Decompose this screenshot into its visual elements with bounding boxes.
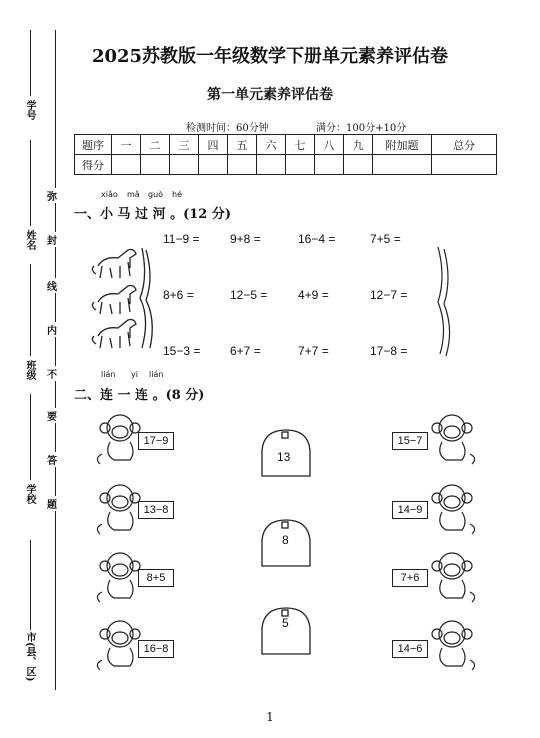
xuexiao-line <box>30 394 31 480</box>
score-cell[interactable] <box>344 155 373 175</box>
score-header: 八 <box>315 135 344 155</box>
house-number[interactable]: 8 <box>282 533 289 547</box>
score-cell[interactable] <box>199 155 228 175</box>
equation: 12−7 = <box>370 288 408 302</box>
section1-heading: 一、小 马 过 河 。(12 分) <box>74 207 232 222</box>
score-header: 四 <box>199 135 228 155</box>
pinyin: xiǎo <box>101 190 118 199</box>
xingming-line <box>30 140 31 226</box>
cut-word: 要 <box>47 408 57 423</box>
equation: 9+8 = <box>230 232 261 246</box>
score-header: 二 <box>141 135 170 155</box>
equation: 11−9 = <box>163 232 200 246</box>
pinyin: mǎ <box>127 190 140 199</box>
banji-line <box>30 264 31 356</box>
monkey-icon <box>97 485 140 534</box>
monkeys-left <box>96 410 144 670</box>
cut-word: 弥 <box>47 188 57 203</box>
exam-time: 检测时间：60分钟 <box>186 123 269 134</box>
equation: 17−8 = <box>370 344 408 358</box>
monkey-icon <box>97 553 140 602</box>
page-title: 2025苏教版一年级数学下册单元素养评估卷 <box>91 46 449 67</box>
left-expression[interactable]: 17−9 <box>138 432 174 450</box>
score-cell[interactable] <box>228 155 257 175</box>
pinyin: hé <box>172 190 182 199</box>
monkey-icon <box>432 621 475 670</box>
equation: 4+9 = <box>298 288 329 302</box>
horses-illustration <box>90 238 160 358</box>
cut-word: 不 <box>47 366 57 381</box>
score-header: 三 <box>170 135 199 155</box>
right-expression[interactable]: 7+6 <box>392 569 428 587</box>
score-cell[interactable] <box>286 155 315 175</box>
right-expression[interactable]: 15−7 <box>392 432 428 450</box>
right-expression[interactable]: 14−9 <box>392 501 428 519</box>
score-row-label: 得分 <box>75 155 112 175</box>
page-subtitle: 第一单元素养评估卷 <box>207 87 333 103</box>
label-xuexiao: 学校 <box>24 484 35 504</box>
pinyin: yi <box>131 370 138 379</box>
score-cell[interactable] <box>315 155 344 175</box>
house-icon <box>262 608 310 654</box>
score-cell[interactable] <box>112 155 141 175</box>
riverbank-left <box>140 248 146 348</box>
monkey-icon <box>432 415 475 464</box>
cut-word: 线 <box>47 278 57 293</box>
label-banji: 班级 <box>24 360 35 380</box>
score-table <box>74 134 497 175</box>
cut-word: 内 <box>47 322 57 337</box>
horse-icon <box>92 320 136 349</box>
equation: 15−3 = <box>163 344 201 358</box>
monkey-icon <box>432 553 475 602</box>
score-header: 总分 <box>432 135 497 155</box>
score-header: 题序 <box>75 135 112 155</box>
binding-line <box>55 30 56 690</box>
cut-word: 题 <box>47 496 57 511</box>
equation: 8+6 = <box>163 288 194 302</box>
monkey-icon <box>97 621 140 670</box>
label-shi: 市(县、区) <box>24 632 35 682</box>
left-expression[interactable]: 16−8 <box>138 640 174 658</box>
pinyin: guò <box>148 190 164 199</box>
score-cell[interactable] <box>170 155 199 175</box>
equation: 6+7 = <box>230 344 261 358</box>
label-xingming: 姓名 <box>24 230 35 250</box>
page-number: 1 <box>266 710 274 724</box>
score-cell[interactable] <box>373 155 432 175</box>
left-expression[interactable]: 13−8 <box>138 501 174 519</box>
monkey-icon <box>432 485 475 534</box>
score-header: 九 <box>344 135 373 155</box>
pinyin: lián <box>101 370 116 379</box>
horse-icon <box>92 250 136 279</box>
score-header: 七 <box>286 135 315 155</box>
house-number[interactable]: 5 <box>282 616 289 630</box>
cut-word: 答 <box>47 452 57 467</box>
score-header: 六 <box>257 135 286 155</box>
equation: 16−4 = <box>298 232 336 246</box>
equation: 7+7 = <box>298 344 329 358</box>
equation: 7+5 = <box>370 232 401 246</box>
label-xuehao: 学号 <box>24 100 35 120</box>
cut-word: 封 <box>47 232 57 247</box>
monkeys-right <box>428 410 476 670</box>
riverbank-right <box>430 245 454 357</box>
section2-heading: 二、连 一 连 。(8 分) <box>74 388 205 403</box>
score-cell[interactable] <box>141 155 170 175</box>
score-header: 五 <box>228 135 257 155</box>
score-header: 附加题 <box>373 135 432 155</box>
right-expression[interactable]: 14−6 <box>392 640 428 658</box>
score-cell[interactable] <box>257 155 286 175</box>
pinyin: lián <box>149 370 164 379</box>
shi-line <box>30 540 31 630</box>
left-expression[interactable]: 8+5 <box>138 569 174 587</box>
horse-icon <box>92 286 136 315</box>
equation: 12−5 = <box>230 288 268 302</box>
monkey-icon <box>97 415 140 464</box>
full-score: 满分：100分+10分 <box>316 123 407 134</box>
house-number[interactable]: 13 <box>277 450 291 464</box>
score-header: 一 <box>112 135 141 155</box>
score-cell[interactable] <box>432 155 497 175</box>
